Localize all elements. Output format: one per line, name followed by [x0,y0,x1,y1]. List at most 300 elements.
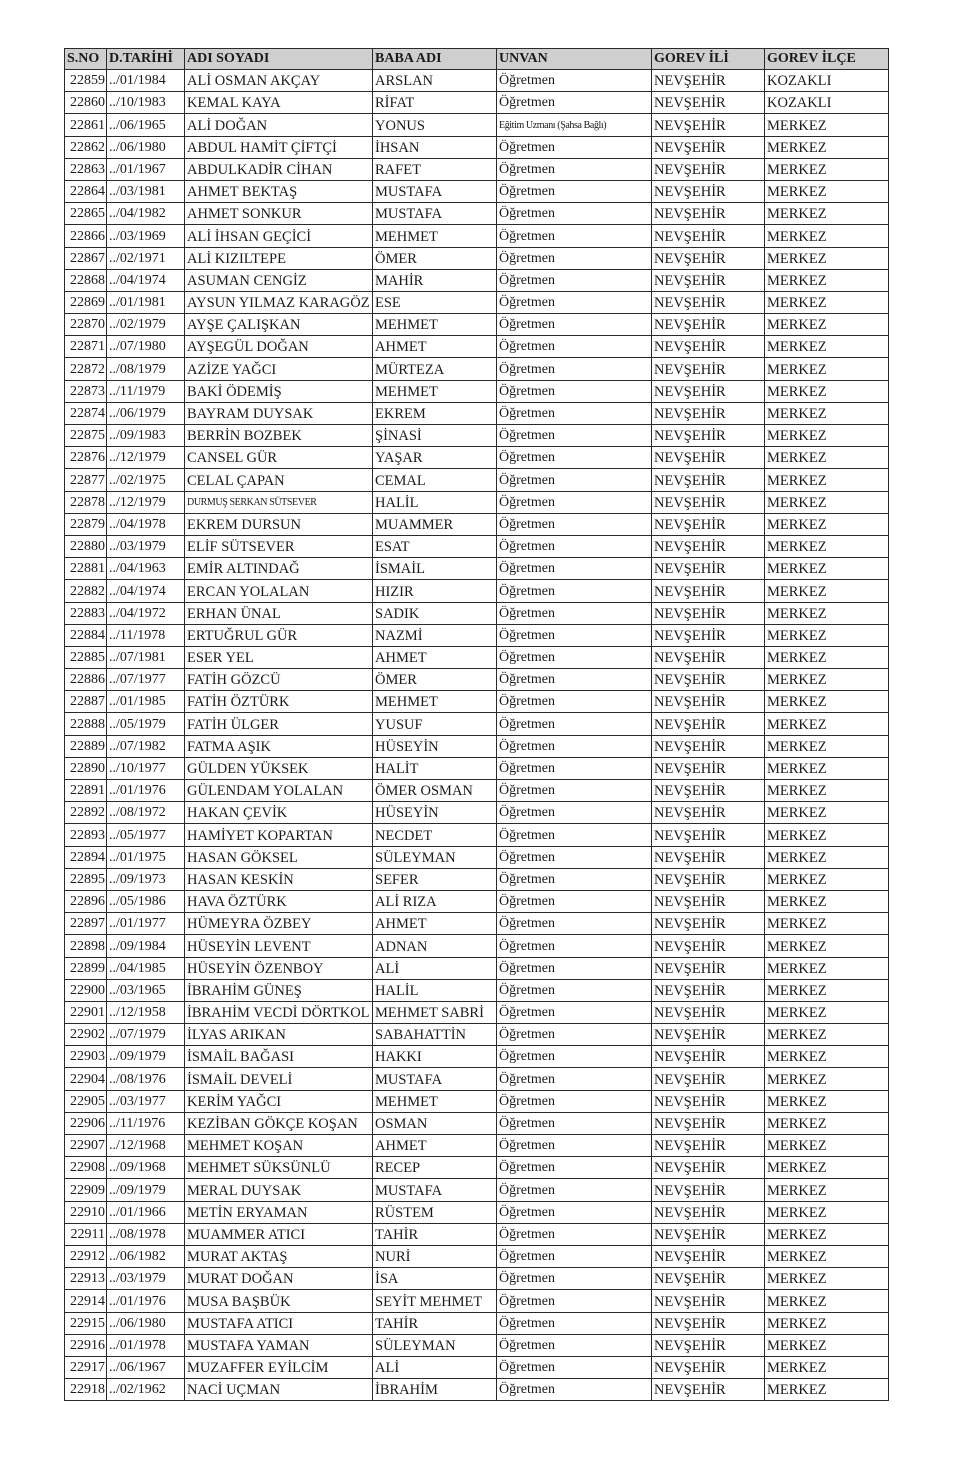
cell-father-name: SADIK [373,602,497,624]
cell-district: MERKEZ [765,1312,889,1334]
cell-birth-date: ../02/1975 [107,469,185,491]
cell-full-name: İSMAİL BAĞASI [185,1046,373,1068]
table-row [65,513,889,535]
cell-father-name: ALİ RIZA [373,890,497,912]
cell-province: NEVŞEHİR [652,1090,765,1112]
cell-father-name: NAZMİ [373,624,497,646]
cell-district: MERKEZ [765,1290,889,1312]
cell-sno: 22913 [65,1268,107,1290]
table-row [65,735,889,757]
cell-birth-date: ../04/1978 [107,513,185,535]
cell-province: NEVŞEHİR [652,1068,765,1090]
cell-title: Öğretmen [497,469,652,491]
cell-province: NEVŞEHİR [652,602,765,624]
cell-sno: 22901 [65,1001,107,1023]
header-district: GOREV İLÇE [765,49,889,70]
cell-birth-date: ../03/1969 [107,225,185,247]
cell-father-name: AHMET [373,646,497,668]
cell-district: MERKEZ [765,1179,889,1201]
cell-father-name: SEFER [373,868,497,890]
cell-birth-date: ../04/1974 [107,269,185,291]
cell-full-name: İLYAS ARIKAN [185,1024,373,1046]
table-row [65,269,889,291]
cell-province: NEVŞEHİR [652,136,765,158]
cell-sno: 22877 [65,469,107,491]
cell-title: Öğretmen [497,225,652,247]
cell-province: NEVŞEHİR [652,558,765,580]
cell-birth-date: ../09/1984 [107,935,185,957]
table-row [65,1223,889,1245]
cell-sno: 22917 [65,1356,107,1378]
cell-full-name: MEHMET SÜKSÜNLÜ [185,1157,373,1179]
cell-birth-date: ../07/1979 [107,1024,185,1046]
table-row [65,757,889,779]
cell-father-name: MEHMET [373,691,497,713]
cell-district: MERKEZ [765,735,889,757]
cell-title: Öğretmen [497,92,652,114]
cell-province: NEVŞEHİR [652,890,765,912]
cell-district: MERKEZ [765,780,889,802]
cell-full-name: MUZAFFER EYİLCİM [185,1356,373,1378]
cell-father-name: HALİT [373,757,497,779]
cell-province: NEVŞEHİR [652,1112,765,1134]
cell-full-name: ERCAN YOLALAN [185,580,373,602]
cell-title: Öğretmen [497,336,652,358]
cell-title: Öğretmen [497,646,652,668]
table-row [65,802,889,824]
cell-sno: 22912 [65,1245,107,1267]
table-row [65,890,889,912]
cell-province: NEVŞEHİR [652,868,765,890]
cell-province: NEVŞEHİR [652,957,765,979]
cell-birth-date: ../01/1977 [107,913,185,935]
cell-full-name: ASUMAN CENGİZ [185,269,373,291]
table-row [65,624,889,646]
cell-full-name: AZİZE YAĞCI [185,358,373,380]
cell-father-name: MÜRTEZA [373,358,497,380]
cell-full-name: ALİ KIZILTEPE [185,247,373,269]
cell-father-name: YUSUF [373,713,497,735]
cell-district: MERKEZ [765,180,889,202]
header-province: GOREV İLİ [652,49,765,70]
cell-full-name: KERİM YAĞCI [185,1090,373,1112]
cell-title: Öğretmen [497,447,652,469]
cell-district: MERKEZ [765,868,889,890]
cell-full-name: FATMA AŞIK [185,735,373,757]
cell-sno: 22908 [65,1157,107,1179]
cell-birth-date: ../01/1966 [107,1201,185,1223]
table-row [65,1290,889,1312]
cell-sno: 22886 [65,669,107,691]
table-row [65,868,889,890]
cell-province: NEVŞEHİR [652,1312,765,1334]
cell-title: Öğretmen [497,1312,652,1334]
cell-title: Öğretmen [497,1135,652,1157]
cell-province: NEVŞEHİR [652,1268,765,1290]
cell-birth-date: ../05/1986 [107,890,185,912]
cell-district: MERKEZ [765,291,889,313]
cell-province: NEVŞEHİR [652,1001,765,1023]
cell-full-name: ESER YEL [185,646,373,668]
cell-province: NEVŞEHİR [652,1046,765,1068]
cell-province: NEVŞEHİR [652,913,765,935]
header-title: UNVAN [497,49,652,70]
cell-district: MERKEZ [765,1024,889,1046]
table-row [65,1001,889,1023]
cell-father-name: ARSLAN [373,70,497,92]
cell-title: Öğretmen [497,602,652,624]
cell-district: MERKEZ [765,469,889,491]
cell-province: NEVŞEHİR [652,824,765,846]
cell-father-name: HALİL [373,491,497,513]
cell-sno: 22881 [65,558,107,580]
cell-birth-date: ../10/1983 [107,92,185,114]
cell-title: Öğretmen [497,913,652,935]
cell-birth-date: ../08/1978 [107,1223,185,1245]
cell-birth-date: ../03/1981 [107,180,185,202]
table-row [65,558,889,580]
cell-title: Öğretmen [497,70,652,92]
cell-district: MERKEZ [765,1157,889,1179]
cell-birth-date: ../02/1971 [107,247,185,269]
cell-father-name: TAHİR [373,1312,497,1334]
cell-father-name: MEHMET [373,314,497,336]
cell-birth-date: ../09/1979 [107,1179,185,1201]
cell-title: Öğretmen [497,757,652,779]
cell-full-name: EMİR ALTINDAĞ [185,558,373,580]
cell-sno: 22878 [65,491,107,513]
cell-district: MERKEZ [765,1379,889,1401]
cell-title: Öğretmen [497,1112,652,1134]
cell-district: MERKEZ [765,114,889,136]
cell-district: KOZAKLI [765,70,889,92]
cell-province: NEVŞEHİR [652,469,765,491]
header-sno: S.NO [65,49,107,70]
table-row [65,92,889,114]
cell-birth-date: ../09/1979 [107,1046,185,1068]
table-row [65,1112,889,1134]
cell-father-name: ÖMER [373,669,497,691]
cell-province: NEVŞEHİR [652,513,765,535]
cell-title: Öğretmen [497,1223,652,1245]
cell-province: NEVŞEHİR [652,1201,765,1223]
table-row [65,846,889,868]
cell-father-name: ÖMER OSMAN [373,780,497,802]
cell-title: Öğretmen [497,1046,652,1068]
cell-district: MERKEZ [765,1356,889,1378]
cell-full-name: BAYRAM DUYSAK [185,402,373,424]
cell-birth-date: ../03/1965 [107,979,185,1001]
table-row [65,158,889,180]
table-row [65,136,889,158]
cell-title: Öğretmen [497,535,652,557]
cell-full-name: METİN ERYAMAN [185,1201,373,1223]
cell-title: Öğretmen [497,735,652,757]
cell-province: NEVŞEHİR [652,92,765,114]
cell-father-name: OSMAN [373,1112,497,1134]
cell-district: MERKEZ [765,935,889,957]
cell-father-name: AHMET [373,1135,497,1157]
cell-district: MERKEZ [765,336,889,358]
table-row [65,691,889,713]
cell-title: Öğretmen [497,402,652,424]
cell-sno: 22915 [65,1312,107,1334]
cell-sno: 22883 [65,602,107,624]
cell-full-name: MUSTAFA YAMAN [185,1334,373,1356]
cell-title: Öğretmen [497,1201,652,1223]
table-row [65,380,889,402]
cell-province: NEVŞEHİR [652,624,765,646]
cell-title: Öğretmen [497,1001,652,1023]
cell-birth-date: ../01/1978 [107,1334,185,1356]
cell-sno: 22890 [65,757,107,779]
cell-title: Öğretmen [497,580,652,602]
cell-sno: 22909 [65,1179,107,1201]
cell-full-name: ABDULKADİR CİHAN [185,158,373,180]
cell-sno: 22899 [65,957,107,979]
cell-full-name: KEMAL KAYA [185,92,373,114]
cell-sno: 22910 [65,1201,107,1223]
cell-birth-date: ../04/1972 [107,602,185,624]
cell-father-name: TAHİR [373,1223,497,1245]
cell-district: MERKEZ [765,1334,889,1356]
cell-full-name: MUSTAFA ATICI [185,1312,373,1334]
table-row [65,1157,889,1179]
cell-district: MERKEZ [765,1245,889,1267]
table-row [65,447,889,469]
cell-birth-date: ../01/1976 [107,780,185,802]
cell-sno: 22894 [65,846,107,868]
cell-province: NEVŞEHİR [652,713,765,735]
cell-sno: 22868 [65,269,107,291]
cell-birth-date: ../02/1979 [107,314,185,336]
cell-title: Öğretmen [497,890,652,912]
cell-full-name: FATİH ÜLGER [185,713,373,735]
cell-sno: 22900 [65,979,107,1001]
cell-father-name: İSA [373,1268,497,1290]
cell-title: Öğretmen [497,868,652,890]
cell-district: MERKEZ [765,957,889,979]
cell-father-name: ALİ [373,1356,497,1378]
cell-sno: 22873 [65,380,107,402]
cell-sno: 22863 [65,158,107,180]
cell-birth-date: ../11/1978 [107,624,185,646]
cell-sno: 22896 [65,890,107,912]
cell-sno: 22879 [65,513,107,535]
cell-province: NEVŞEHİR [652,291,765,313]
cell-birth-date: ../01/1984 [107,70,185,92]
cell-province: NEVŞEHİR [652,402,765,424]
cell-full-name: HÜMEYRA ÖZBEY [185,913,373,935]
cell-district: MERKEZ [765,1068,889,1090]
cell-sno: 22874 [65,402,107,424]
cell-sno: 22867 [65,247,107,269]
cell-title: Öğretmen [497,247,652,269]
cell-birth-date: ../12/1958 [107,1001,185,1023]
cell-sno: 22887 [65,691,107,713]
table-row [65,247,889,269]
cell-title: Öğretmen [497,491,652,513]
cell-province: NEVŞEHİR [652,580,765,602]
cell-district: MERKEZ [765,669,889,691]
cell-full-name: MUSA BAŞBÜK [185,1290,373,1312]
cell-birth-date: ../11/1976 [107,1112,185,1134]
cell-district: MERKEZ [765,558,889,580]
cell-birth-date: ../03/1979 [107,535,185,557]
cell-district: MERKEZ [765,913,889,935]
cell-full-name: İBRAHİM GÜNEŞ [185,979,373,1001]
table-row [65,1356,889,1378]
cell-father-name: AHMET [373,336,497,358]
table-row [65,402,889,424]
cell-father-name: ESE [373,291,497,313]
cell-birth-date: ../06/1967 [107,1356,185,1378]
cell-sno: 22898 [65,935,107,957]
cell-birth-date: ../07/1977 [107,669,185,691]
cell-father-name: AHMET [373,913,497,935]
cell-title: Öğretmen [497,558,652,580]
cell-title: Eğitim Uzmanı (Şahsa Bağlı) [497,114,652,136]
cell-sno: 22889 [65,735,107,757]
cell-district: MERKEZ [765,203,889,225]
cell-province: NEVŞEHİR [652,735,765,757]
cell-full-name: CANSEL GÜR [185,447,373,469]
cell-province: NEVŞEHİR [652,158,765,180]
cell-province: NEVŞEHİR [652,114,765,136]
cell-sno: 22914 [65,1290,107,1312]
cell-full-name: GÜLDEN YÜKSEK [185,757,373,779]
cell-province: NEVŞEHİR [652,979,765,1001]
cell-full-name: MUAMMER ATICI [185,1223,373,1245]
cell-birth-date: ../02/1962 [107,1379,185,1401]
cell-title: Öğretmen [497,203,652,225]
table-row [65,291,889,313]
cell-father-name: HÜSEYİN [373,735,497,757]
cell-sno: 22893 [65,824,107,846]
cell-father-name: ŞİNASİ [373,425,497,447]
cell-title: Öğretmen [497,1268,652,1290]
cell-district: MERKEZ [765,447,889,469]
cell-district: MERKEZ [765,491,889,513]
cell-province: NEVŞEHİR [652,691,765,713]
cell-title: Öğretmen [497,691,652,713]
table-row [65,1179,889,1201]
cell-father-name: ESAT [373,535,497,557]
cell-father-name: MEHMET [373,380,497,402]
cell-full-name: EKREM DURSUN [185,513,373,535]
cell-district: MERKEZ [765,380,889,402]
cell-province: NEVŞEHİR [652,780,765,802]
cell-full-name: AYŞEGÜL DOĞAN [185,336,373,358]
cell-title: Öğretmen [497,358,652,380]
cell-full-name: ELİF SÜTSEVER [185,535,373,557]
cell-title: Öğretmen [497,1157,652,1179]
cell-birth-date: ../06/1980 [107,136,185,158]
cell-birth-date: ../08/1976 [107,1068,185,1090]
cell-birth-date: ../04/1985 [107,957,185,979]
cell-sno: 22905 [65,1090,107,1112]
cell-sno: 22860 [65,92,107,114]
table-row [65,1201,889,1223]
cell-father-name: MEHMET [373,225,497,247]
cell-district: MERKEZ [765,1268,889,1290]
cell-sno: 22880 [65,535,107,557]
cell-title: Öğretmen [497,824,652,846]
cell-father-name: İBRAHİM [373,1379,497,1401]
cell-title: Öğretmen [497,780,652,802]
cell-province: NEVŞEHİR [652,203,765,225]
cell-father-name: ÖMER [373,247,497,269]
cell-district: MERKEZ [765,691,889,713]
cell-father-name: MUAMMER [373,513,497,535]
cell-province: NEVŞEHİR [652,802,765,824]
cell-full-name: CELAL ÇAPAN [185,469,373,491]
header-father-name: BABA ADI [373,49,497,70]
cell-province: NEVŞEHİR [652,180,765,202]
cell-father-name: CEMAL [373,469,497,491]
cell-birth-date: ../06/1980 [107,1312,185,1334]
table-row [65,1268,889,1290]
cell-birth-date: ../01/1967 [107,158,185,180]
cell-title: Öğretmen [497,1024,652,1046]
cell-title: Öğretmen [497,624,652,646]
cell-district: MERKEZ [765,1090,889,1112]
cell-father-name: İSMAİL [373,558,497,580]
cell-full-name: DURMUŞ SERKAN SÜTSEVER [185,491,373,513]
cell-province: NEVŞEHİR [652,535,765,557]
cell-province: NEVŞEHİR [652,1157,765,1179]
table-row [65,225,889,247]
cell-father-name: NURİ [373,1245,497,1267]
cell-title: Öğretmen [497,136,652,158]
cell-father-name: HIZIR [373,580,497,602]
cell-birth-date: ../08/1979 [107,358,185,380]
cell-district: MERKEZ [765,1201,889,1223]
cell-birth-date: ../01/1975 [107,846,185,868]
cell-sno: 22865 [65,203,107,225]
cell-district: MERKEZ [765,425,889,447]
cell-sno: 22862 [65,136,107,158]
cell-district: MERKEZ [765,580,889,602]
cell-sno: 22871 [65,336,107,358]
cell-father-name: ADNAN [373,935,497,957]
cell-district: MERKEZ [765,802,889,824]
cell-title: Öğretmen [497,1356,652,1378]
cell-title: Öğretmen [497,846,652,868]
cell-title: Öğretmen [497,158,652,180]
cell-district: MERKEZ [765,358,889,380]
cell-father-name: ALİ [373,957,497,979]
cell-birth-date: ../09/1983 [107,425,185,447]
cell-title: Öğretmen [497,1179,652,1201]
cell-sno: 22866 [65,225,107,247]
cell-province: NEVŞEHİR [652,1223,765,1245]
cell-birth-date: ../10/1977 [107,757,185,779]
cell-father-name: MUSTAFA [373,203,497,225]
cell-sno: 22869 [65,291,107,313]
cell-district: MERKEZ [765,269,889,291]
cell-father-name: MAHİR [373,269,497,291]
cell-father-name: HÜSEYİN [373,802,497,824]
table-row [65,957,889,979]
cell-birth-date: ../07/1980 [107,336,185,358]
cell-title: Öğretmen [497,1334,652,1356]
cell-province: NEVŞEHİR [652,425,765,447]
cell-title: Öğretmen [497,1290,652,1312]
cell-district: MERKEZ [765,757,889,779]
cell-district: MERKEZ [765,225,889,247]
table-row [65,114,889,136]
